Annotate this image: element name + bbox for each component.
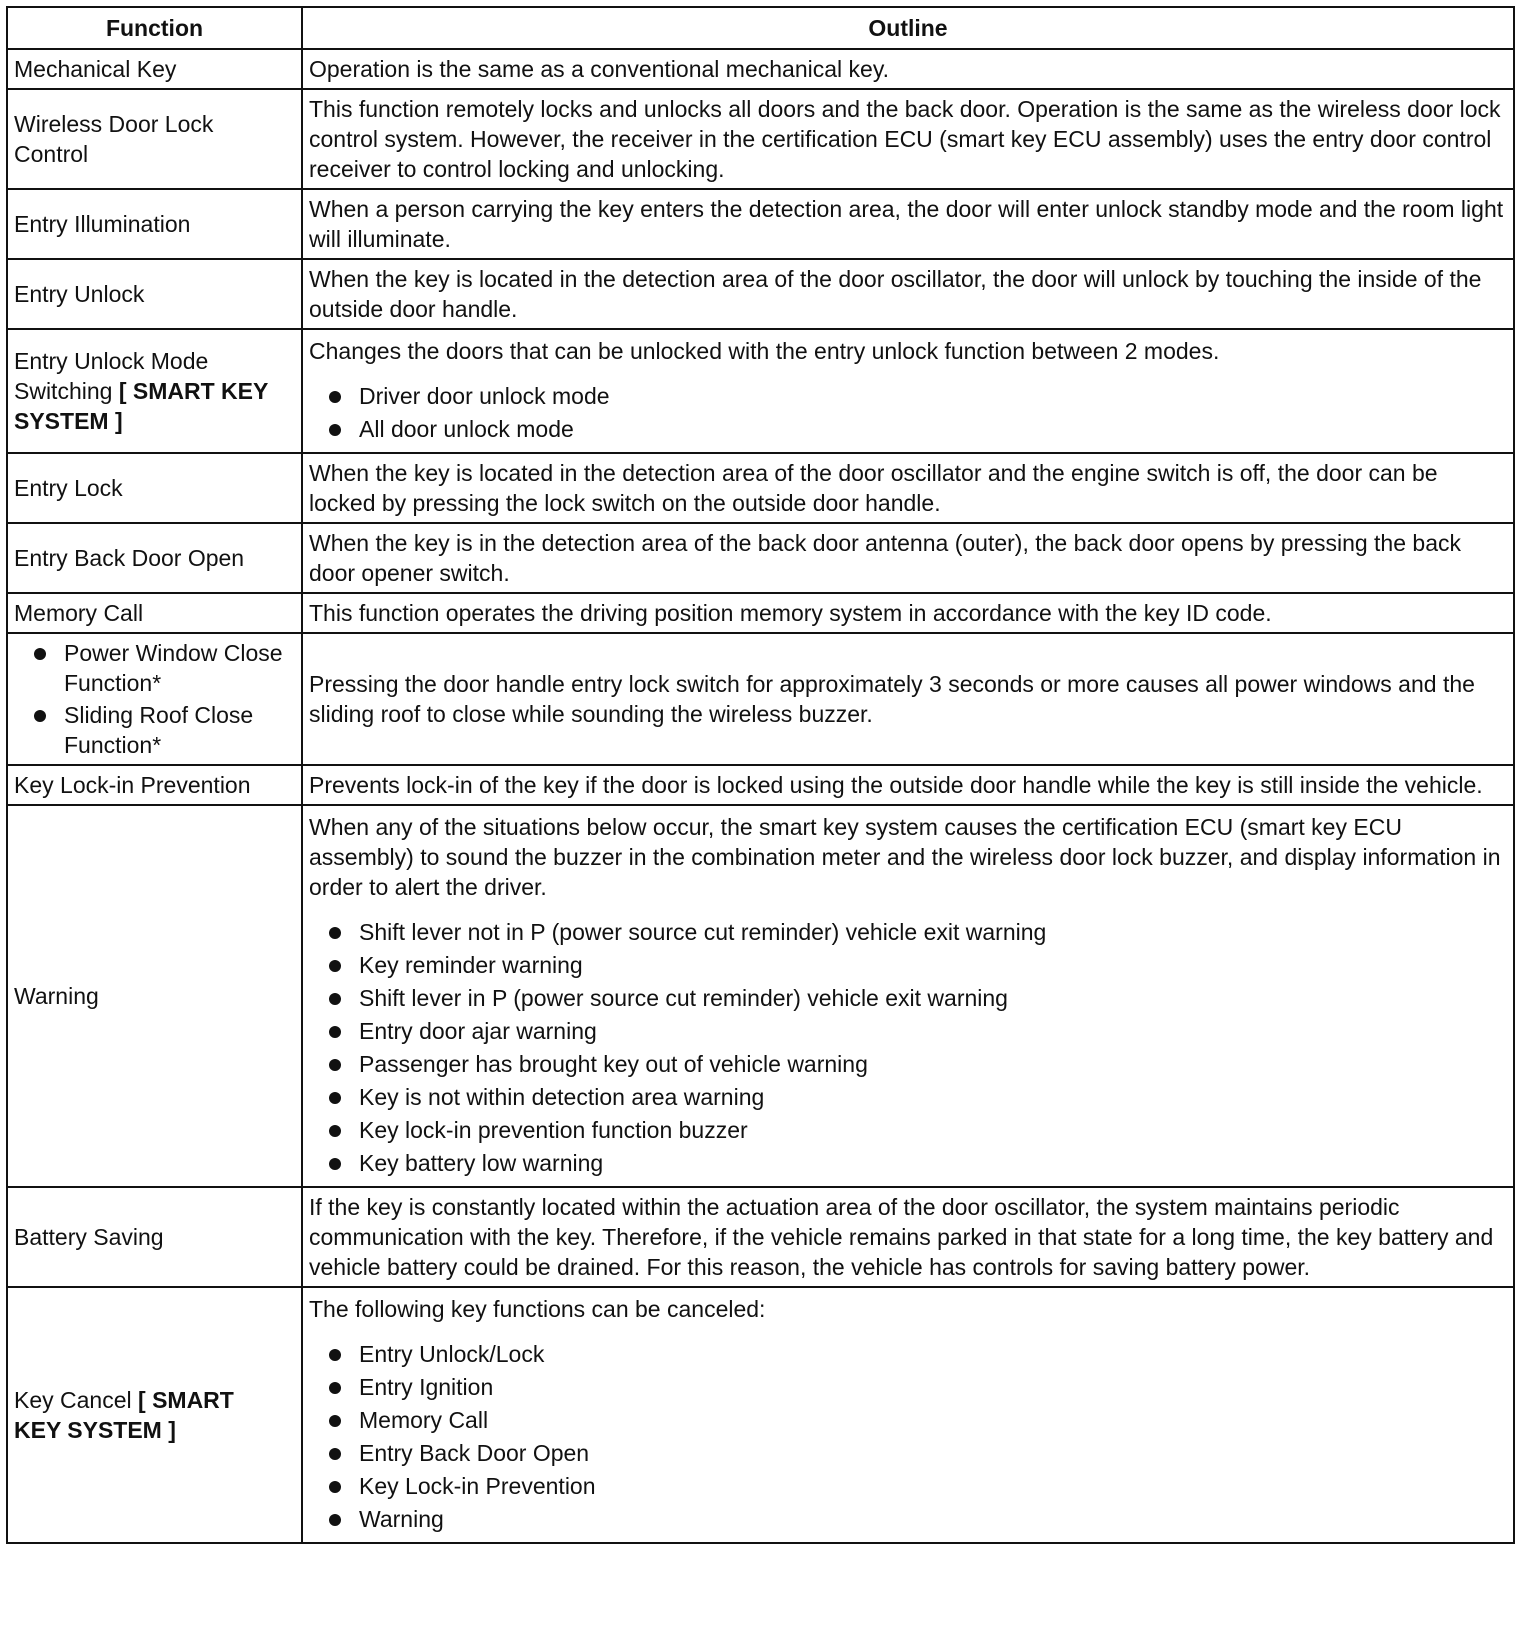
table-row (7, 189, 1514, 259)
list-item: Key battery low warning (309, 1147, 1507, 1180)
outline-cell: When the key is located in the detection area of the door oscillator, the door will unlock by touching the inside of the outside door handle. (302, 259, 1514, 329)
function-bullet-list (14, 638, 295, 760)
list-item: Entry Unlock/Lock (309, 1338, 1507, 1371)
outline-cell: Operation is the same as a conventional mechanical key. (302, 49, 1514, 89)
smart-key-function-table-page (6, 6, 1513, 1544)
table-row (7, 593, 1514, 633)
table-row (7, 49, 1514, 89)
smart-key-system-tag: [ SMART KEY SYSTEM ] (14, 1387, 234, 1443)
table-row (7, 523, 1514, 593)
smart-key-system-tag: [ SMART KEY SYSTEM ] (14, 378, 268, 434)
function-cell: Key Lock-in Prevention (7, 765, 302, 805)
outline-text: The following key functions can be canceled: (309, 1296, 766, 1322)
function-cell: Entry Unlock (7, 259, 302, 329)
warning-list (309, 916, 1507, 1180)
function-cell: Wireless Door Lock Control (7, 89, 302, 189)
table-row (7, 453, 1514, 523)
outline-cell (302, 1287, 1514, 1543)
outline-cell: This function remotely locks and unlocks all doors and the back door. Operation is the same as the wireless door lock control system. However, the receiver in the certification ECU (smart key ECU assembly) uses the entry door control receiver to control locking and unlocking. (302, 89, 1514, 189)
table-header-row (7, 7, 1514, 49)
mode-list (309, 380, 1507, 446)
outline-cell: Prevents lock-in of the key if the door is locked using the outside door handle while the key is still inside the vehicle. (302, 765, 1514, 805)
list-item: Entry door ajar warning (309, 1015, 1507, 1048)
outline-text: When any of the situations below occur, the smart key system causes the certification ECU (smart key ECU assembly) to sound the buzzer in the combination meter and the wireless door lock buzzer, and display information in order to alert the driver. (309, 814, 1501, 900)
cancelable-functions-list (309, 1338, 1507, 1536)
table-row (7, 765, 1514, 805)
table-row (7, 329, 1514, 453)
list-item: Entry Back Door Open (309, 1437, 1507, 1470)
function-cell: Mechanical Key (7, 49, 302, 89)
outline-cell (302, 805, 1514, 1187)
function-label: Entry Unlock Mode Switching (14, 348, 209, 404)
outline-cell: Pressing the door handle entry lock switch for approximately 3 seconds or more causes all power windows and the sliding roof to close while sounding the wireless buzzer. (302, 633, 1514, 765)
list-item: All door unlock mode (309, 413, 1507, 446)
outline-cell (302, 329, 1514, 453)
function-cell: Entry Lock (7, 453, 302, 523)
function-cell: Memory Call (7, 593, 302, 633)
outline-cell: If the key is constantly located within the actuation area of the door oscillator, the system maintains periodic communication with the key. Therefore, if the vehicle remains parked in that state for a long time, the key battery and vehicle battery could be drained. For this reason, the vehicle has controls for saving battery power. (302, 1187, 1514, 1287)
list-item: Shift lever not in P (power source cut reminder) vehicle exit warning (309, 916, 1507, 949)
function-cell: Entry Illumination (7, 189, 302, 259)
list-item: Passenger has brought key out of vehicle warning (309, 1048, 1507, 1081)
table-row (7, 633, 1514, 765)
list-item: Memory Call (309, 1404, 1507, 1437)
list-item: Entry Ignition (309, 1371, 1507, 1404)
list-item: Key lock-in prevention function buzzer (309, 1114, 1507, 1147)
function-label: Key Cancel (14, 1387, 132, 1413)
column-header-function: Function (7, 7, 302, 49)
table-row (7, 89, 1514, 189)
list-item: Key is not within detection area warning (309, 1081, 1507, 1114)
function-cell: Battery Saving (7, 1187, 302, 1287)
table-row (7, 1287, 1514, 1543)
table-row (7, 1187, 1514, 1287)
list-item: Key Lock-in Prevention (309, 1470, 1507, 1503)
list-item: Warning (309, 1503, 1507, 1536)
outline-text: Changes the doors that can be unlocked with the entry unlock function between 2 modes. (309, 338, 1220, 364)
list-item: Power Window Close Function* (14, 638, 295, 698)
function-cell (7, 329, 302, 453)
function-cell: Warning (7, 805, 302, 1187)
list-item: Key reminder warning (309, 949, 1507, 982)
list-item: Shift lever in P (power source cut reminder) vehicle exit warning (309, 982, 1507, 1015)
outline-cell: This function operates the driving position memory system in accordance with the key ID code. (302, 593, 1514, 633)
outline-cell: When the key is located in the detection area of the door oscillator and the engine switch is off, the door can be locked by pressing the lock switch on the outside door handle. (302, 453, 1514, 523)
column-header-outline: Outline (302, 7, 1514, 49)
table-row (7, 805, 1514, 1187)
function-outline-table (6, 6, 1515, 1544)
table-row (7, 259, 1514, 329)
function-cell: Entry Back Door Open (7, 523, 302, 593)
list-item: Sliding Roof Close Function* (14, 700, 295, 760)
function-cell (7, 1287, 302, 1543)
function-cell (7, 633, 302, 765)
outline-cell: When a person carrying the key enters the detection area, the door will enter unlock standby mode and the room light will illuminate. (302, 189, 1514, 259)
outline-cell: When the key is in the detection area of the back door antenna (outer), the back door opens by pressing the back door opener switch. (302, 523, 1514, 593)
list-item: Driver door unlock mode (309, 380, 1507, 413)
